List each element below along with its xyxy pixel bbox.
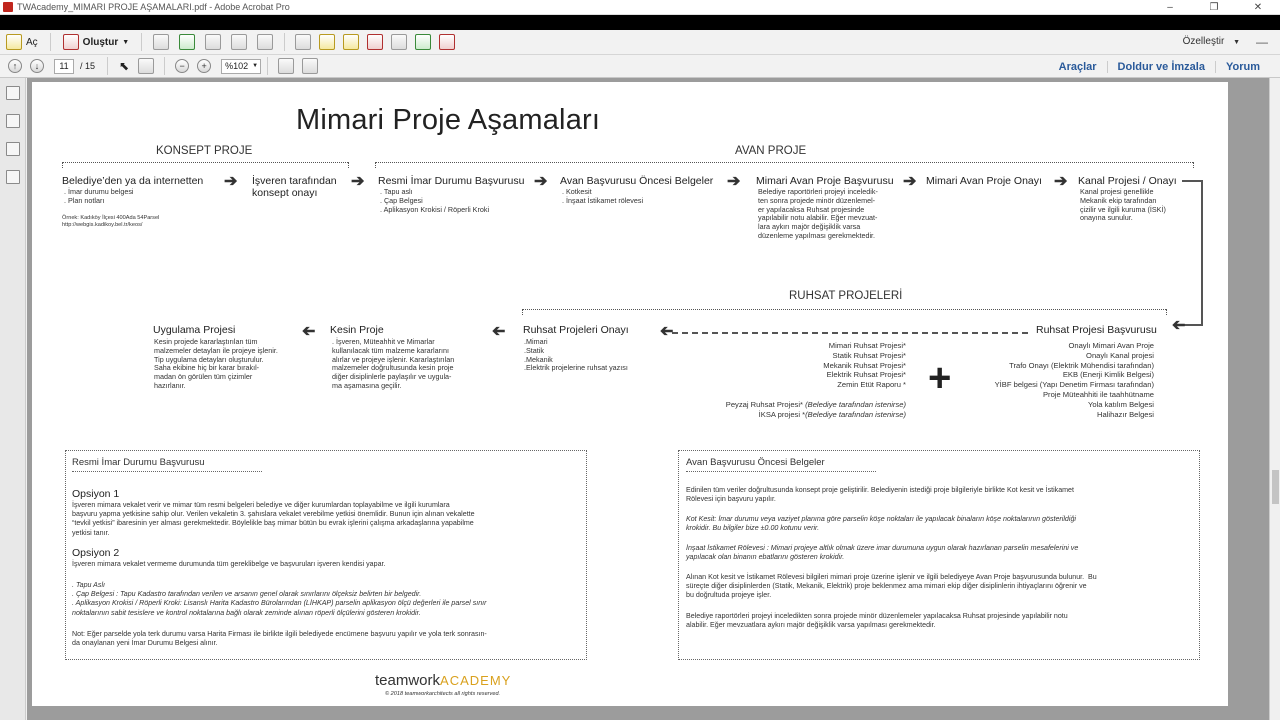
bookmarks-icon[interactable]	[6, 114, 20, 128]
step-kanal-text: Kanal projesi genellikle Mekanik ekip tarafından çizilir ve ilgili kuruma (İSKİ) onayına sunulur.	[1080, 187, 1166, 223]
step-belediye-example: Örnek: Kadıköy İlçesi 400Ada 54Parsel http://webgis.kadikoy.bel.tr/keos/	[62, 215, 160, 228]
imar-box-title: Resmi İmar Durumu Başvurusu	[72, 457, 205, 468]
copyright-text: © 2018 teamworkarchitects all rights reserved.	[385, 691, 501, 697]
create-button[interactable]	[57, 32, 136, 52]
main-toolbar	[0, 30, 1280, 55]
page-number-input[interactable]: 11	[54, 59, 74, 74]
imar-note: Not: Eğer parselde yola terk durumu varsa Harita Firması ile birlikte ilgili belediyede encümene başvuru yapılır ve yola terk sonrasın- da onaylanan yeni İmar Durumu Belgesi alınır.	[72, 630, 487, 648]
section-konsept-line-right	[348, 162, 349, 168]
export-icon[interactable]	[415, 34, 431, 50]
avan-paragraph-1: Edinilen tüm veriler doğrultusunda konsept proje geliştirilir. Belediyenin istediği proje bilgileriyle birlikte Kot kesit ve İstikamet Rölevesi için başvuru yapılır.	[686, 486, 1074, 504]
customize-label: Özelleştir	[1182, 36, 1225, 47]
step-ruhsat-iksa	[746, 400, 906, 429]
signatures-icon[interactable]	[6, 142, 20, 156]
zoom-in-icon[interactable]: +	[197, 59, 211, 73]
step-avan-basvuru-text: Belediye raportörleri projeyi inceledik- ten sonra projede minör düzenlemel- er yapılacaksa Ruhsat projesinde yapılabilir notu alabilir. Eğer mevzuat- lara aykırı majör değişiklik varsa düzenleme yapılması gerekmektedir.	[758, 187, 878, 240]
avan-box-title: Avan Başvurusu Öncesi Belgeler	[686, 457, 825, 468]
avan-paragraph-3: İnşaat İstikamet Rölevesi : Mimari projeye altlık olmak üzere imar durumuna uygun olarak hazırlanan parselin mesafelerini ve yapılacak olan binanın ebatlarını gösteren krokidir.	[686, 544, 1079, 562]
step-belediye-items: . İmar durumu belgesi . Plan notları	[64, 187, 134, 205]
step-ruhsat-basvuru-documents: Onaylı Mimari Avan Proje Onaylı Kanal projesi Trafo Onayı (Elektrik Mühendisi tarafından) EKB (Enerji Kimlik Belgesi) YİBF belgesi (Yapı Denetim Firması tarafından) Proje Müteahhiti ile taahhütname Yola katılım Belgesi Halihazır Belgesi	[994, 341, 1154, 419]
logo-text-teamwork: teamwork	[375, 672, 441, 689]
section-avan-line-left	[375, 162, 376, 168]
sign-icon[interactable]	[367, 34, 383, 50]
arrow-left-icon: ➔	[492, 323, 506, 340]
avan-box-title-underline	[686, 471, 876, 472]
avan-paragraph-5: Belediye raportörleri projeyi inceledikten sonra projede minör düzenlemeler yapılacaksa Ruhsat projesinde yapılabilir notu alabilir. Eğer mevzuatlara aykırı majör değişiklik varsa yapılması gerekmektedir.	[686, 612, 1068, 630]
imar-box-title-underline	[72, 471, 262, 472]
minimize-button[interactable]: –	[1167, 2, 1173, 13]
step-konsept-onay-title: İşveren tarafından konsept onayı	[252, 175, 337, 199]
customize-button[interactable]	[1183, 36, 1240, 47]
scrollbar-thumb[interactable]	[1272, 470, 1279, 504]
step-avan-oncesi-items: . Kotkesit . İnşaat İstikamet rölevesi	[562, 187, 644, 205]
step-avan-onay-title: Mimari Avan Proje Onayı	[926, 175, 1042, 187]
chevron-down-icon: ▼	[252, 62, 259, 69]
avan-paragraph-2: Kot Kesit: İmar durumu veya vaziyet planına göre parselin köşe noktaları ile yapılacak binaların köşe noktalarının gösterildiği krokidir. Bu bilgiler bize ±0.00 kotunu verir.	[686, 515, 1076, 533]
window-controls	[1148, 0, 1280, 15]
cloud-upload-icon[interactable]	[179, 34, 195, 50]
toolbar-divider	[284, 33, 285, 51]
arrow-right-icon: ➔	[224, 173, 238, 190]
section-ruhsat-line	[522, 309, 1166, 310]
step-avan-basvuru-title: Mimari Avan Proje Başvurusu	[756, 175, 894, 187]
step-ruhsat-basvuru-projects: Mimari Ruhsat Projesi* Statik Ruhsat Projesi* Mekanik Ruhsat Projesi* Elektrik Ruhsat Projesi* Zemin Etüt Raporu *	[823, 341, 906, 390]
arrow-right-icon: ➔	[727, 173, 741, 190]
step-uygulama-title: Uygulama Projesi	[153, 324, 236, 336]
toolbar-divider	[141, 33, 142, 51]
section-konsept-label: KONSEPT PROJE	[156, 145, 253, 157]
step-avan-oncesi-title: Avan Başvurusu Öncesi Belgeler	[560, 175, 714, 187]
avan-oncesi-box	[678, 450, 1200, 660]
fill-sign-link[interactable]: Doldur ve İmzala	[1107, 61, 1215, 73]
collapse-toolbar-icon[interactable]: —	[1256, 35, 1268, 49]
document-viewport[interactable]	[27, 78, 1269, 720]
arrow-right-icon: ➔	[351, 173, 365, 190]
task-pane-links	[1049, 55, 1270, 78]
page-thumbnails-icon[interactable]	[6, 86, 20, 100]
section-ruhsat-label: RUHSAT PROJELERİ	[789, 290, 903, 302]
tools-link[interactable]: Araçlar	[1058, 60, 1097, 73]
restore-button[interactable]: ❐	[1209, 2, 1219, 13]
plus-icon: +	[928, 356, 952, 400]
comment-icon[interactable]	[319, 34, 335, 50]
step-kanal-title: Kanal Projesi / Onayı	[1078, 175, 1177, 187]
iksa-condition: (Belediye tarafından istenirse)	[805, 409, 906, 419]
imar-basvuru-box	[65, 450, 587, 660]
window-title: TWAcademy_MIMARI PROJE AŞAMALARI.pdf - Adobe Acrobat Pro	[17, 2, 290, 12]
option-1-heading: Opsiyon 1	[72, 488, 120, 500]
peyzaj-text: Peyzaj Ruhsat Projesi*	[725, 399, 806, 409]
gear-icon[interactable]	[295, 34, 311, 50]
close-button[interactable]: ✕	[1253, 2, 1263, 13]
section-ruhsat-line-left	[522, 309, 523, 315]
section-konsept-line-left	[62, 162, 63, 168]
open-button[interactable]	[0, 32, 44, 52]
attach-icon[interactable]	[391, 34, 407, 50]
section-avan-line-right	[1193, 162, 1194, 168]
step-ruhsat-onay-items: .Mimari .Statik .Mekanik .Elektrik projelerine ruhsat yazısı	[524, 337, 628, 373]
dashed-arrow-line	[672, 332, 1028, 334]
section-ruhsat-line-right	[1166, 309, 1167, 315]
chevron-down-icon: ▼	[122, 38, 130, 46]
section-avan-line	[375, 162, 1193, 163]
email-icon[interactable]	[257, 34, 273, 50]
step-belediye-title: Belediye’den ya da internetten	[62, 175, 204, 187]
fit-width-icon[interactable]	[278, 58, 294, 74]
previous-page-icon[interactable]: ↑	[8, 59, 22, 73]
create-pdf-icon	[63, 34, 79, 50]
step-ruhsat-basvuru-title: Ruhsat Projesi Başvurusu	[1036, 324, 1157, 336]
edit-icon[interactable]	[231, 34, 247, 50]
step-kesin-title: Kesin Proje	[330, 324, 384, 336]
window-titlebar	[0, 0, 1280, 15]
iksa-text: İKSA projesi *	[758, 409, 806, 419]
section-avan-label: AVAN PROJE	[735, 145, 807, 157]
acrobat-app-icon	[3, 2, 13, 12]
arrow-left-icon: ➔	[1172, 317, 1186, 334]
navigation-pane	[0, 78, 26, 720]
layers-icon[interactable]	[6, 170, 20, 184]
page-total: / 15	[80, 61, 96, 71]
open-label: Aç	[26, 36, 38, 48]
toolbar-divider	[164, 57, 165, 75]
toolbar-divider	[267, 57, 268, 75]
page-title: Mimari Proje Aşamaları	[296, 104, 601, 136]
arrow-right-icon: ➔	[534, 173, 548, 190]
zoom-out-icon[interactable]: −	[175, 59, 189, 73]
step-kesin-text: . İşveren, Müteahhit ve Mimarlar kullanılacak tüm malzeme kararlarını alırlar ve projeye işlenir. Kararlaştırılan malzemeler doğrultusunda kesin proje diğer disiplinlerle paylaşılır ve uygula- ma aşamasına geçilir.	[332, 337, 455, 390]
option-2-text: İşveren mimara vekalet vermeme durumunda tüm gereklibelge ve başvuruları işveren kendisi yapar.	[72, 560, 386, 568]
toolbar-divider	[107, 57, 108, 75]
comment-link[interactable]: Yorum	[1215, 61, 1270, 73]
select-tool-icon[interactable]: ⬉	[119, 59, 130, 73]
folder-icon	[6, 34, 22, 50]
step-uygulama-text: Kesin projede kararlaştırılan tüm malzemeler detayları ile projeye işlenir. Tip uygulama detayları oluşturulur. Saha ekibine hiç bir karar bırakıl- madan ön görülen tüm çizimler hazırlanır.	[154, 337, 278, 390]
step-imar-items: . Tapu aslı . Çap Belgesi . Aplikasyon Krokisi / Röperli Kroki	[380, 187, 490, 214]
pdf-page	[32, 82, 1228, 706]
document-list: . Tapu Aslı . Çap Belgesi : Tapu Kadastro tarafından verilen ve arsanın genel olarak sınırlarını ölçeksiz belirten bir belgedir. . Aplikasyon Krokisi / Röperli Kroki: Lisanslı Harita Kadastro Bürolarından (LİHKAP) parselin aplikasyon ölçü değerleri ile parsel sınır noktalarının sabit tesislere ve kontrol noktalarına bağlı olarak zeminde alınan röperli ölçülerini gösteren krokidir.	[72, 581, 487, 617]
next-page-icon[interactable]: ↓	[30, 59, 44, 73]
step-ruhsat-onay-title: Ruhsat Projeleri Onayı	[523, 324, 629, 336]
create-label: Oluştur	[82, 36, 119, 48]
option-2-heading: Opsiyon 2	[72, 547, 120, 559]
hand-tool-icon[interactable]	[138, 58, 154, 74]
arrow-right-icon: ➔	[903, 173, 917, 190]
review-icon[interactable]	[439, 34, 455, 50]
navigation-toolbar	[0, 55, 1280, 78]
zoom-value: %102	[225, 60, 249, 71]
print-icon[interactable]	[205, 34, 221, 50]
logo-text-academy: ACADEMY	[440, 673, 512, 688]
arrow-left-icon: ➔	[302, 323, 316, 340]
avan-paragraph-4: Alınan Kot kesit ve İstikamet Rölevesi bilgileri mimari proje üzerine işlenir ve ilgili belediyeye Avan Proje başvurusunda bulunur. Bu süreçte diğer disiplinlerden (Statik, Mekanik, Elektrik) proje beklenmez ama mimari ekip diğer disiplinlerin ihtiyaçlarını öğrenir ve bu doğrultuda projeye işler.	[686, 573, 1097, 600]
connector-bracket	[1182, 180, 1203, 326]
zoom-input[interactable]	[221, 59, 261, 74]
arrow-left-icon: ➔	[660, 323, 674, 340]
option-1-text: İşveren mimara vekalet verir ve mimar tüm resmi belgeleri belediye ve diğer kurumlardan toplayabilme ve ilgili kurumlara başvuru yapma yetkisine sahip olur. Verilen vekaletin 3. şahıslara vekalet verebilme yetkisi önemlidir. Bunun için alınan vekalette “tevkil yetkisi” ibaresinin yer alması gerekmektedir. Böylelikle baş mimar bütün bu evrak işlerini çalışma arkadaşlarına yapabilme yetkisi tanır.	[72, 501, 475, 537]
teamwork-logo	[375, 672, 511, 690]
arrow-right-icon: ➔	[1054, 173, 1068, 190]
toolbar-divider	[50, 33, 51, 51]
vertical-scrollbar[interactable]	[1269, 78, 1280, 720]
highlight-icon[interactable]	[343, 34, 359, 50]
step-imar-title: Resmi İmar Durumu Başvurusu	[378, 175, 525, 187]
peyzaj-condition: (Belediye tarafından istenirse)	[805, 399, 906, 409]
fit-page-icon[interactable]	[302, 58, 318, 74]
save-icon[interactable]	[153, 34, 169, 50]
section-konsept-line	[62, 162, 348, 163]
chevron-down-icon: ▼	[1233, 39, 1240, 46]
menu-bar-hidden	[0, 15, 1280, 30]
